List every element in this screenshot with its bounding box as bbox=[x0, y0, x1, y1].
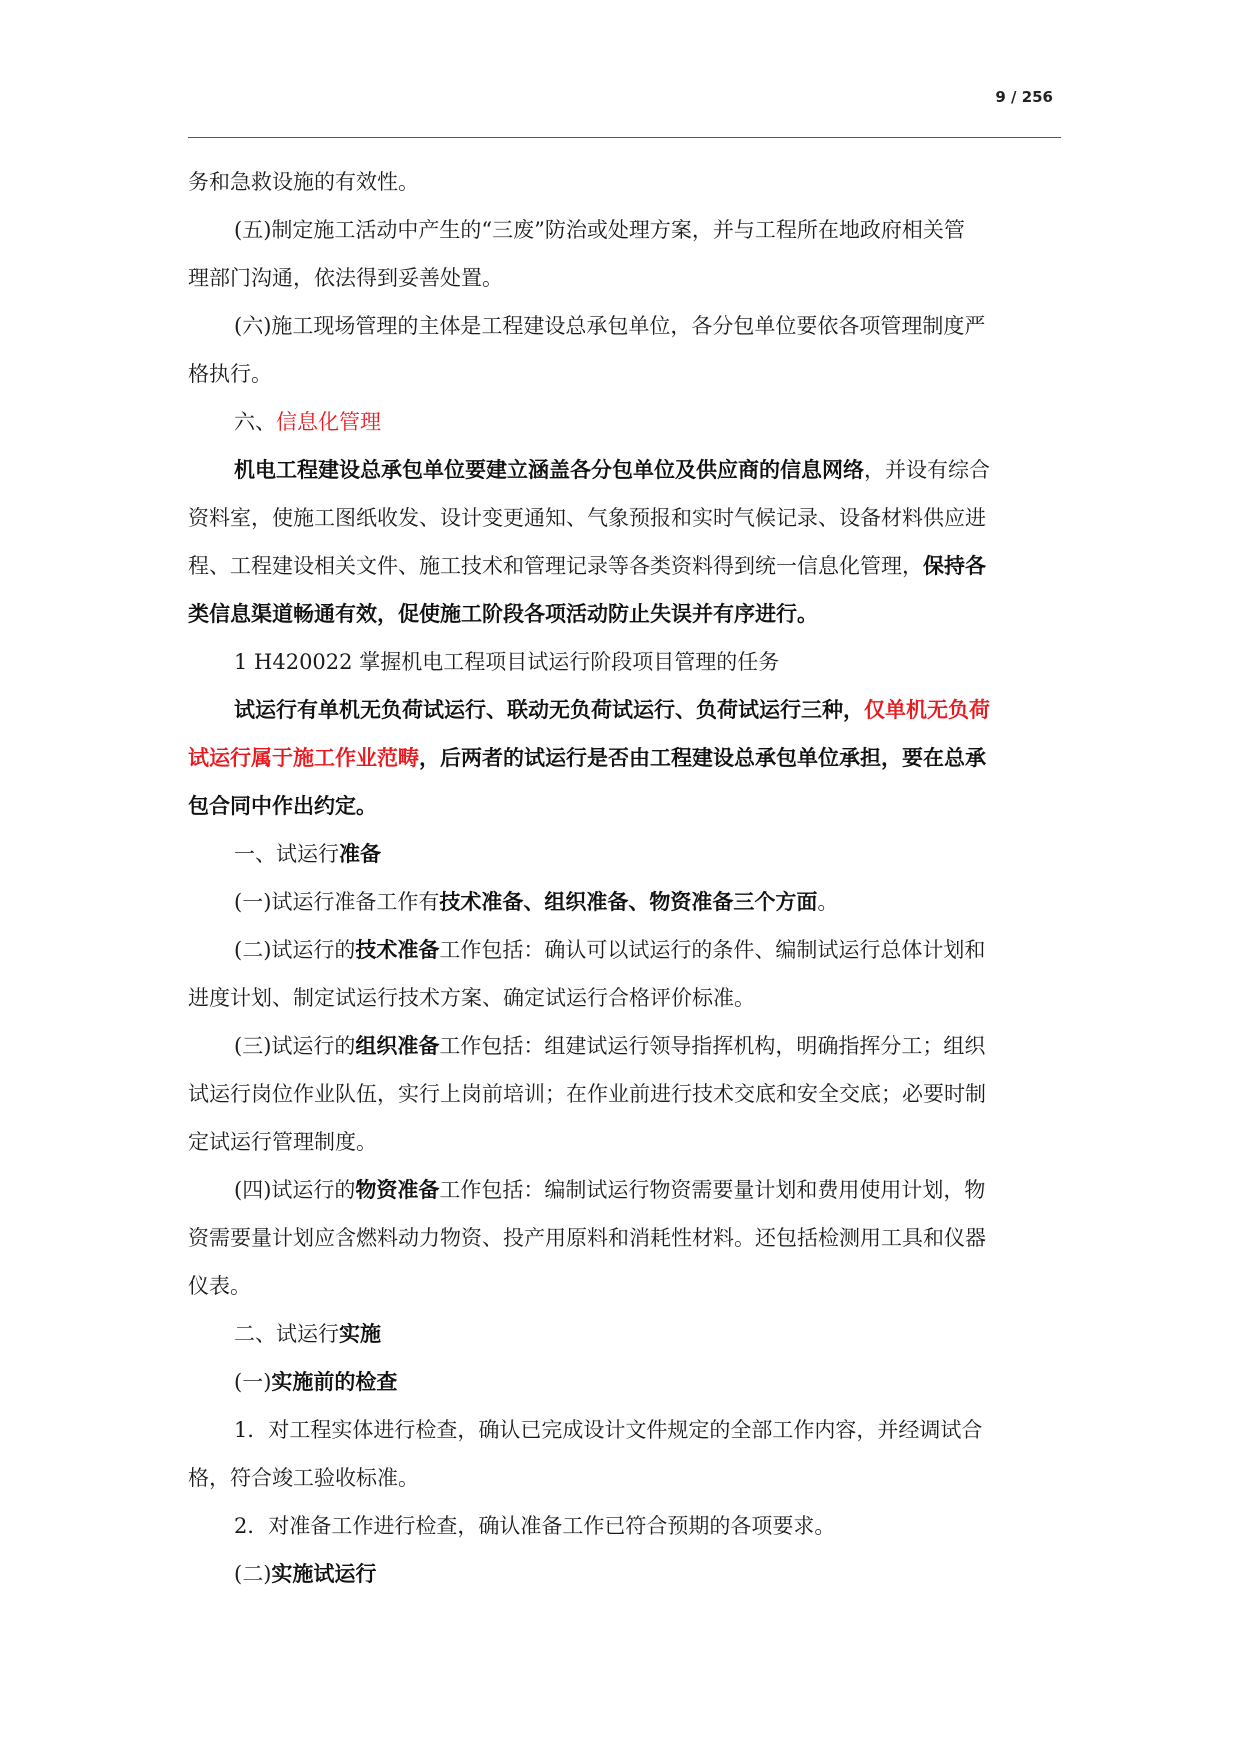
highlighted-text: 试运行属于施工作业范畴 bbox=[188, 745, 419, 770]
document-body bbox=[188, 158, 1060, 1598]
bold-text: 技术准备、组织准备、物资准备三个方面 bbox=[439, 889, 818, 914]
section-heading bbox=[188, 830, 1060, 878]
bold-text: 实施 bbox=[339, 1321, 381, 1346]
subsection-heading bbox=[188, 1358, 1060, 1406]
paragraph-line bbox=[188, 878, 1060, 926]
plain-text: 一、试运行 bbox=[234, 842, 339, 866]
paragraph-line bbox=[188, 686, 1060, 734]
bold-text: 试运行有单机无负荷试运行、联动无负荷试运行、负荷试运行三种， bbox=[234, 697, 864, 722]
subsection-heading: 1 H420022 掌握机电工程项目试运行阶段项目管理的任务 bbox=[234, 650, 780, 674]
plain-text: (一)试运行准备工作有 bbox=[234, 890, 440, 914]
highlighted-text: 仅单机无负荷 bbox=[864, 697, 990, 722]
page-number: 9 / 256 bbox=[995, 88, 1053, 106]
paragraph-line: (五)制定施工活动中产生的“三废”防治或处理方案，并与工程所在地政府相关管 bbox=[234, 218, 965, 242]
paragraph-line bbox=[188, 542, 1060, 590]
paragraph-line bbox=[188, 926, 1060, 974]
plain-text: (二)试运行的 bbox=[234, 938, 356, 962]
paragraph-line: 包合同中作出约定。 bbox=[188, 793, 377, 818]
bold-text: 技术准备 bbox=[355, 937, 440, 962]
paragraph-line: 仪表。 bbox=[188, 1274, 251, 1298]
paragraph-line: 1．对工程实体进行检查，确认已完成设计文件规定的全部工作内容，并经调试合 bbox=[234, 1418, 983, 1442]
bold-text: 保持各 bbox=[923, 553, 986, 578]
plain-text: 工作包括：确认可以试运行的条件、编制试运行总体计划和 bbox=[439, 938, 986, 962]
highlighted-heading: 信息化管理 bbox=[276, 410, 381, 434]
plain-text: (四)试运行的 bbox=[234, 1178, 356, 1202]
paragraph-line bbox=[188, 1166, 1060, 1214]
paragraph-line: 定试运行管理制度。 bbox=[188, 1130, 377, 1154]
subsection-heading bbox=[188, 1550, 1060, 1598]
paragraph-line: 类信息渠道畅通有效，促使施工阶段各项活动防止失误并有序进行。 bbox=[188, 601, 818, 626]
bold-text: 物资准备 bbox=[355, 1177, 440, 1202]
plain-text: 工作包括：组建试运行领导指挥机构，明确指挥分工；组织 bbox=[439, 1034, 986, 1058]
plain-text: 工作包括：编制试运行物资需要量计划和费用使用计划，物 bbox=[439, 1178, 986, 1202]
plain-text: (三)试运行的 bbox=[234, 1034, 356, 1058]
paragraph-line: 资料室，使施工图纸收发、设计变更通知、气象预报和实时气候记录、设备材料供应进 bbox=[188, 506, 986, 530]
bold-text: 实施试运行 bbox=[271, 1561, 377, 1586]
plain-text: 。 bbox=[817, 890, 839, 914]
paragraph-line bbox=[188, 446, 1060, 494]
plain-text: (一) bbox=[234, 1370, 272, 1394]
plain-text: 程、工程建设相关文件、施工技术和管理记录等各类资料得到统一信息化管理， bbox=[188, 554, 923, 578]
heading-number: 六、 bbox=[234, 410, 276, 434]
paragraph-line bbox=[188, 734, 1060, 782]
bold-text: 实施前的检查 bbox=[271, 1369, 398, 1394]
paragraph-line: 进度计划、制定试运行技术方案、确定试运行合格评价标准。 bbox=[188, 986, 755, 1010]
section-heading bbox=[188, 1310, 1060, 1358]
paragraph-line: 试运行岗位作业队伍，实行上岗前培训；在作业前进行技术交底和安全交底；必要时制 bbox=[188, 1082, 986, 1106]
bold-text: 机电工程建设总承包单位要建立涵盖各分包单位及供应商的信息网络 bbox=[234, 457, 864, 482]
header-rule bbox=[188, 137, 1061, 138]
paragraph-line bbox=[188, 1022, 1060, 1070]
bold-text: 准备 bbox=[339, 841, 381, 866]
bold-text: ，后两者的试运行是否由工程建设总承包单位承担，要在总承 bbox=[419, 745, 986, 770]
paragraph-line: 2．对准备工作进行检查，确认准备工作已符合预期的各项要求。 bbox=[234, 1514, 836, 1538]
bold-text: 组织准备 bbox=[355, 1033, 440, 1058]
plain-text: ，并设有综合 bbox=[864, 458, 990, 482]
paragraph-line: 格，符合竣工验收标准。 bbox=[188, 1466, 419, 1490]
paragraph-line: (六)施工现场管理的主体是工程建设总承包单位，各分包单位要依各项管理制度严 bbox=[234, 314, 986, 338]
plain-text: 二、试运行 bbox=[234, 1322, 339, 1346]
paragraph-line: 资需要量计划应含燃料动力物资、投产用原料和消耗性材料。还包括检测用工具和仪器 bbox=[188, 1226, 986, 1250]
plain-text: (二) bbox=[234, 1562, 272, 1586]
paragraph-line: 格执行。 bbox=[188, 362, 272, 386]
paragraph-line: 务和急救设施的有效性。 bbox=[188, 170, 419, 194]
section-heading bbox=[188, 398, 1060, 446]
paragraph-line: 理部门沟通，依法得到妥善处置。 bbox=[188, 266, 503, 290]
